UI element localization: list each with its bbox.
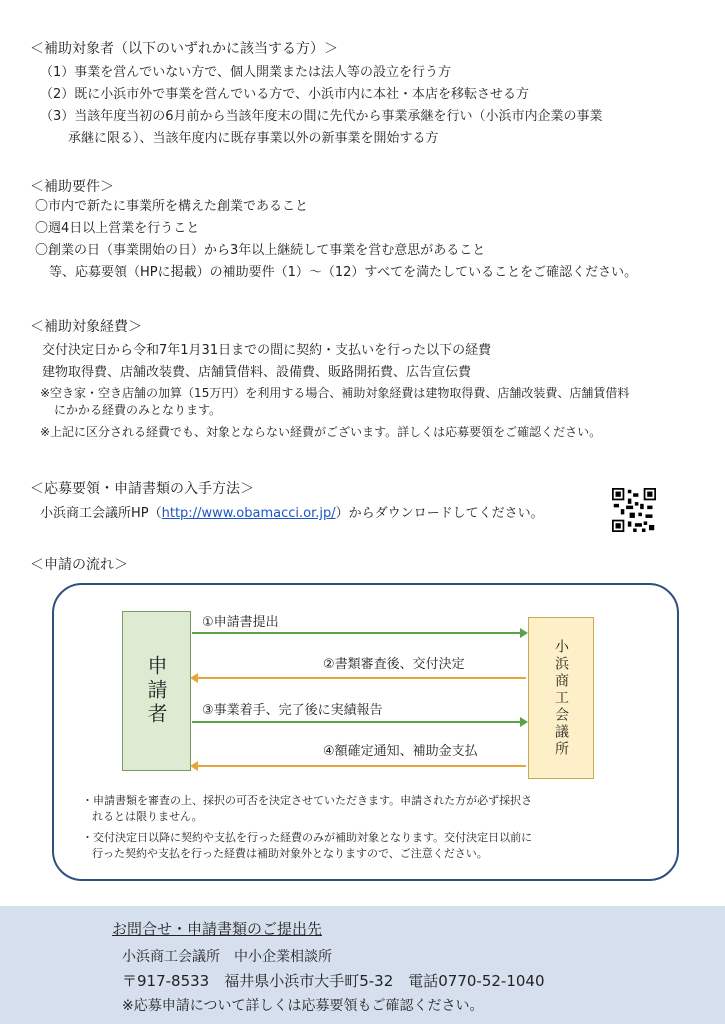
expenses-note-1-cont: にかかる経費のみとなります。 <box>54 403 222 417</box>
eligible-item-1: （1）事業を営んでいない方で、個人開業または法人等の設立を行う方 <box>40 65 452 80</box>
arrow-right-1 <box>192 632 526 634</box>
website-link[interactable]: http://www.obamacci.or.jp/ <box>161 506 336 521</box>
contact-address: 〒917-8533 福井県小浜市大手町5-32 電話0770-52-1040 <box>122 972 545 990</box>
requirement-2: 〇週4日以上営業を行うこと <box>35 221 200 236</box>
applicant-box: 申請者 <box>122 611 191 771</box>
requirements-heading: ＜補助要件＞ <box>30 179 114 195</box>
flow-step-3: ③事業着手、完了後に実績報告 <box>202 703 383 718</box>
expenses-note-1: ※空き家・空き店舗の加算（15万円）を利用する場合、補助対象経費は建物取得費、店舗改装費、店舗賃借料 <box>40 386 630 400</box>
flow-note-2: ・交付決定日以降に契約や支払を行った経費のみが補助対象となります。交付決定日以前に <box>82 831 533 844</box>
eligible-item-3: （3）当該年度当初の6月前から当該年度末の間に先代から事業承継を行い（小浜市内企業の事業 <box>40 109 603 124</box>
requirement-note: 等、応募要領（HPに掲載）の補助要件（1）～（12）すべてを満たしていることをご確認ください。 <box>49 265 638 280</box>
flow-note-2-cont: 行った契約や支払を行った経費は補助対象外となりますので、ご注意ください。 <box>92 847 488 860</box>
requirement-3: 〇創業の日（事業開始の日）から3年以上継続して事業を営む意思があること <box>35 243 486 258</box>
expenses-heading: ＜補助対象経費＞ <box>30 319 142 335</box>
arrow-right-3 <box>192 721 526 723</box>
expenses-period: 交付決定日から令和7年1月31日までの間に契約・支払いを行った以下の経費 <box>42 343 492 358</box>
flow-step-1: ①申請書提出 <box>202 615 279 630</box>
flow-step-2: ②書類審査後、交付決定 <box>323 657 465 672</box>
qr-code-icon <box>612 488 656 532</box>
flow-step-4: ④額確定通知、補助金支払 <box>323 744 478 759</box>
arrow-left-4 <box>192 765 526 767</box>
requirement-1: 〇市内で新たに事業所を構えた創業であること <box>35 199 309 214</box>
eligible-item-2: （2）既に小浜市外で事業を営んでいる方で、小浜市内に本社・本店を移転させる方 <box>40 87 530 102</box>
flow-heading: ＜申請の流れ＞ <box>30 557 128 573</box>
expenses-list: 建物取得費、店舗改装費、店舗賃借料、設備費、販路開拓費、広告宣伝費 <box>42 365 472 380</box>
contact-footer <box>0 906 725 1024</box>
howto-heading: ＜応募要領・申請書類の入手方法＞ <box>30 481 254 497</box>
howto-text <box>40 502 544 521</box>
contact-org: 小浜商工会議所 中小企業相談所 <box>122 949 332 965</box>
contact-note: ※応募申請について詳しくは応募要領もご確認ください。 <box>122 998 484 1014</box>
eligible-heading: ＜補助対象者（以下のいずれかに該当する方）＞ <box>30 41 338 57</box>
howto-prefix: 小浜商工会議所HP（ <box>40 506 162 521</box>
eligible-item-3-cont: 承継に限る）、当該年度内に既存事業以外の新事業を開始する方 <box>68 131 439 146</box>
flow-note-1-cont: れるとは限りません。 <box>92 810 203 823</box>
chamber-box: 小浜商工会議所 <box>528 617 594 779</box>
flow-note-1: ・申請書類を審査の上、採択の可否を決定させていただきます。申請された方が必ず採択さ <box>82 794 533 807</box>
expenses-note-2: ※上記に区分される経費でも、対象とならない経費がございます。詳しくは応募要領をご確認ください。 <box>40 425 602 439</box>
howto-suffix: ）からダウンロードしてください。 <box>335 506 544 521</box>
arrow-left-2 <box>192 677 526 679</box>
contact-title: お問合せ・申請書類のご提出先 <box>112 920 323 938</box>
